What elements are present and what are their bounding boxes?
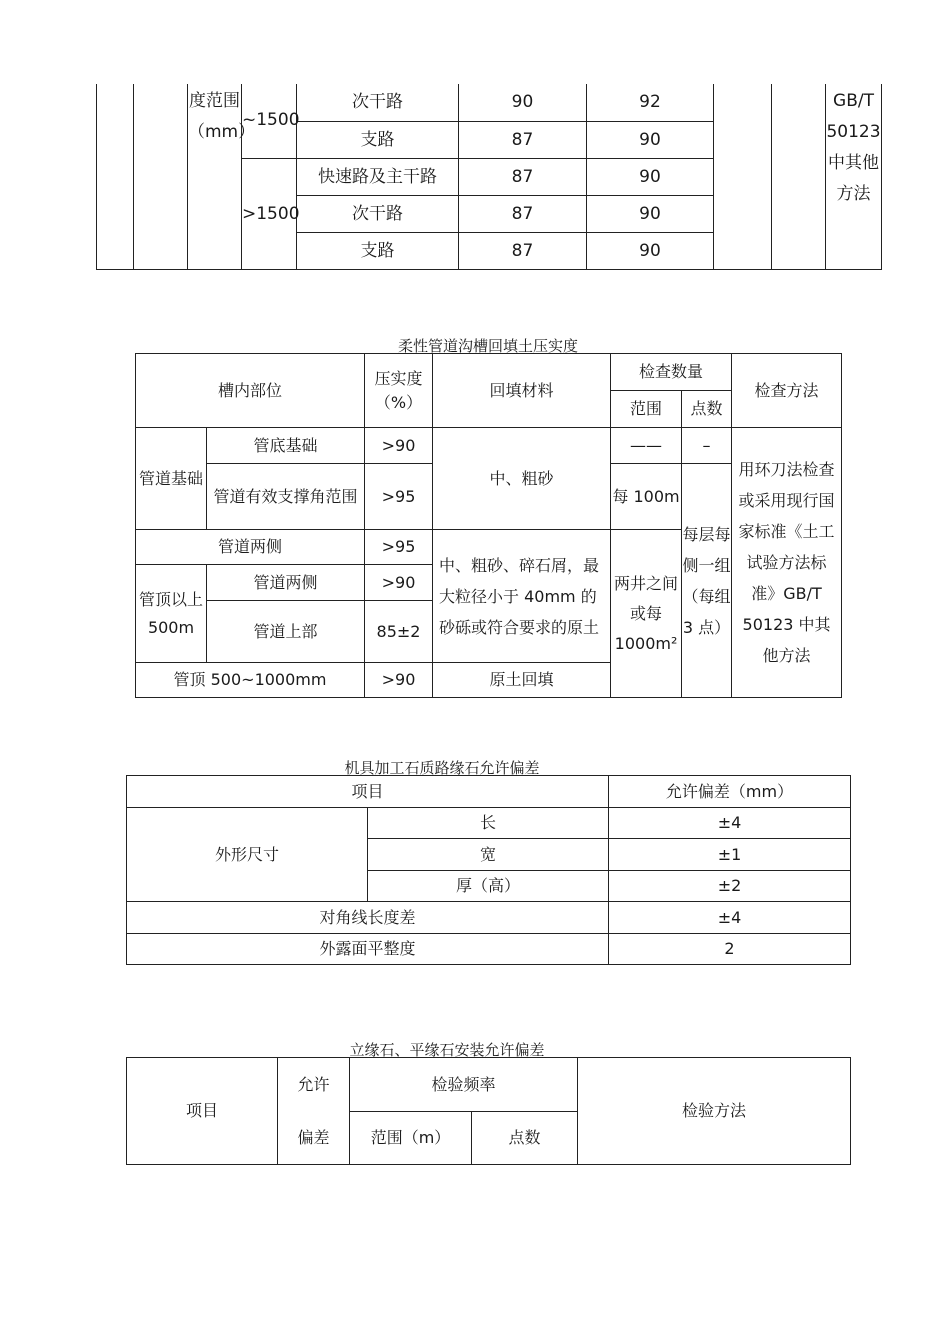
pipe-sides: 管道两侧: [136, 530, 365, 565]
dev-length: ±4: [609, 808, 851, 839]
value-a: 87: [459, 158, 587, 195]
value-b: 92: [587, 84, 714, 121]
top-sides: 管道两侧: [207, 565, 365, 601]
table-caption: 机具加工石质路缘石允许偏差: [344, 759, 540, 777]
method-text: GB/T 50123 中其他方法: [826, 84, 882, 269]
top-far: 管顶 500~1000mm: [136, 663, 365, 698]
value-b: 90: [587, 121, 714, 158]
item-flatness: 外露面平整度: [127, 934, 609, 965]
item-thickness: 厚（高）: [368, 871, 609, 902]
header-method: 检查方法: [732, 354, 842, 428]
range-well: 两井之间或每 1000m²: [611, 530, 682, 698]
header-compaction: 压实度（%）: [365, 354, 433, 428]
road-type: 次干路: [297, 84, 459, 121]
header-points: 点数: [472, 1112, 578, 1165]
value-a: 90: [459, 84, 587, 121]
range-mid: ~1500: [242, 84, 297, 158]
blank-cell: [714, 84, 772, 269]
value-b: 90: [587, 158, 714, 195]
header-method: 检验方法: [578, 1058, 851, 1165]
base-support: 管道有效支撑角范围: [207, 464, 365, 530]
top-upper-value: 85±2: [365, 601, 433, 663]
base-support-value: >95: [365, 464, 433, 530]
header-deviation-top: 允许: [278, 1058, 350, 1112]
header-deviation: 允许偏差（mm）: [609, 776, 851, 808]
value-a: 87: [459, 232, 587, 269]
top-upper: 管道上部: [207, 601, 365, 663]
method-text: 用环刀法检查或采用现行国家标准《土工试验方法标准》GB/T 50123 中其他方法: [732, 428, 842, 698]
header-position: 槽内部位: [136, 354, 365, 428]
material-gravel: 中、粗砂、碎石屑，最大粒径小于 40mm 的砂砾或符合要求的原土: [433, 530, 611, 663]
pipe-sides-value: >95: [365, 530, 433, 565]
value-b: 90: [587, 232, 714, 269]
points-text: 每层每侧一组（每组 3 点）: [682, 464, 732, 698]
header-check-qty: 检查数量: [611, 354, 732, 391]
dev-thickness: ±2: [609, 871, 851, 902]
points-dash: –: [682, 428, 732, 464]
header-range: 范围（m）: [350, 1112, 472, 1165]
base-bottom-value: >90: [365, 428, 433, 464]
material-sand: 中、粗砂: [433, 428, 611, 530]
value-b: 90: [587, 195, 714, 232]
curb-stone-deviation-table: [126, 775, 851, 965]
curb-install-deviation-table: [126, 1057, 851, 1165]
top-far-value: >90: [365, 663, 433, 698]
top-group: 管顶以上500m: [136, 565, 207, 663]
dev-width: ±1: [609, 839, 851, 871]
value-a: 87: [459, 121, 587, 158]
header-item: 项目: [127, 1058, 278, 1165]
value-a: 87: [459, 195, 587, 232]
table-caption: 立缘石、平缘石安装允许偏差: [349, 1041, 545, 1059]
item-diagonal: 对角线长度差: [127, 902, 609, 934]
road-type: 支路: [297, 121, 459, 158]
header-material: 回填材料: [433, 354, 611, 428]
base-group: 管道基础: [136, 428, 207, 530]
range-high: >1500: [242, 158, 297, 269]
item-width: 宽: [368, 839, 609, 871]
blank-cell: [134, 84, 188, 269]
flexible-pipe-compaction-table: [135, 353, 842, 698]
table-caption: 柔性管道沟槽回填土压实度: [397, 337, 578, 355]
blank-cell: [772, 84, 826, 269]
header-range: 范围: [611, 391, 682, 428]
road-type: 支路: [297, 232, 459, 269]
base-bottom: 管底基础: [207, 428, 365, 464]
group-dimension: 外形尺寸: [127, 808, 368, 902]
header-points: 点数: [682, 391, 732, 428]
dev-flatness: 2: [609, 934, 851, 965]
range-each: 每 100m: [611, 464, 682, 530]
road-type: 次干路: [297, 195, 459, 232]
range-label: 度范围（mm）: [188, 84, 242, 269]
road-type: 快速路及主干路: [297, 158, 459, 195]
range-dash: ——: [611, 428, 682, 464]
material-native: 原土回填: [433, 663, 611, 698]
blank-cell: [97, 84, 134, 269]
compaction-table-continued: [96, 84, 882, 270]
item-length: 长: [368, 808, 609, 839]
header-item: 项目: [127, 776, 609, 808]
header-frequency: 检验频率: [350, 1058, 578, 1112]
dev-diagonal: ±4: [609, 902, 851, 934]
top-sides-value: >90: [365, 565, 433, 601]
header-deviation-bottom: 偏差: [278, 1112, 350, 1165]
